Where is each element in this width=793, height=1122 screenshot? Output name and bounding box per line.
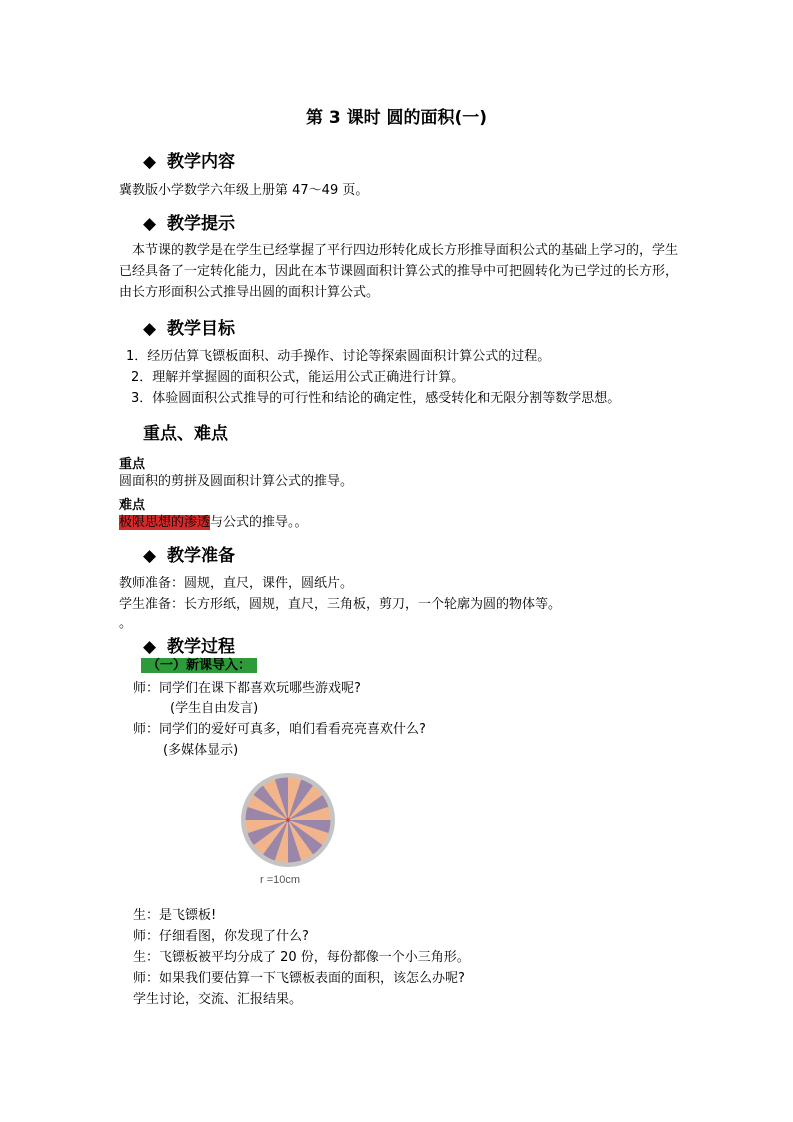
dartboard-figure (238, 772, 342, 890)
content-text: 冀教版小学数学六年级上册第 47～49 页。 (119, 183, 369, 198)
difficulty-text: 极限思想的渗透与公式的推导。。 (119, 515, 308, 530)
dialogue-line: 学生讨论，交流、汇报结果。 (133, 992, 303, 1007)
process-subheading: （一）新课导入： (141, 655, 257, 676)
diamond-icon: ◆ (143, 546, 157, 566)
prep-stray-mark: 。 (119, 616, 133, 631)
section-heading-keypoints: 重点、难点 (143, 424, 228, 444)
key-label: 重点 (119, 457, 146, 472)
goal-item-3: 3．体验圆面积公式推导的可行性和结论的确定性，感受转化和无限分割等数学思想。 (131, 391, 621, 406)
figure-caption: r =10cm (260, 874, 301, 886)
dialogue-line: 师：仔细看图，你发现了什么? (133, 929, 309, 944)
dialogue-line: 师：同学们在课下都喜欢玩哪些游戏呢? (133, 681, 361, 696)
section-heading-prep: ◆ 教学准备 (143, 546, 235, 566)
diamond-icon: ◆ (143, 152, 157, 172)
dialogue-line: (学生自由发言) (170, 701, 259, 716)
difficulty-label: 难点 (119, 498, 146, 513)
dialogue-line: (多媒体显示) (163, 743, 239, 758)
dialogue-line: 师：如果我们要估算一下飞镖板表面的面积，该怎么办呢? (133, 971, 465, 986)
dialogue-line: 生：飞镖板被平均分成了 20 份，每份都像一个小三角形。 (133, 950, 470, 965)
section-heading-content: ◆ 教学内容 (143, 152, 235, 172)
goal-item-1: 1．经历估算飞镖板面积、动手操作、讨论等探索圆面积计算公式的过程。 (126, 349, 551, 364)
section-heading-goals: ◆ 教学目标 (143, 319, 235, 339)
difficulty-highlight: 极限思想的渗透 (119, 515, 211, 530)
dartboard-bullseye (286, 818, 290, 822)
diamond-icon: ◆ (143, 637, 157, 657)
prep-student: 学生准备：长方形纸，圆规，直尺，三角板，剪刀，一个轮廓为圆的物体等。 (119, 597, 562, 612)
prep-teacher: 教师准备：圆规，直尺，课件，圆纸片。 (119, 576, 354, 591)
page-title: 第 3 课时 圆的面积(一) (305, 108, 488, 128)
hints-paragraph: 本节课的教学是在学生已经掌握了平行四边形转化成长方形推导面积公式的基础上学习的，学生已经具备了一定转化能力，因此在本节课圆面积计算公式的推导中可把圆转化为已学过的长方形，由长方形面积公式推导出圆的面积计算公式。 (119, 243, 679, 300)
section-heading-process: ◆ 教学过程 (143, 637, 235, 657)
diamond-icon: ◆ (143, 214, 157, 234)
key-text: 圆面积的剪拼及圆面积计算公式的推导。 (119, 474, 354, 489)
dialogue-line: 生：是飞镖板! (133, 908, 217, 923)
section-heading-hints: ◆ 教学提示 (143, 214, 235, 234)
diamond-icon: ◆ (143, 319, 157, 339)
dialogue-line: 师：同学们的爱好可真多，咱们看看亮亮喜欢什么? (133, 722, 426, 737)
goal-item-2: 2．理解并掌握圆的面积公式，能运用公式正确进行计算。 (131, 370, 465, 385)
